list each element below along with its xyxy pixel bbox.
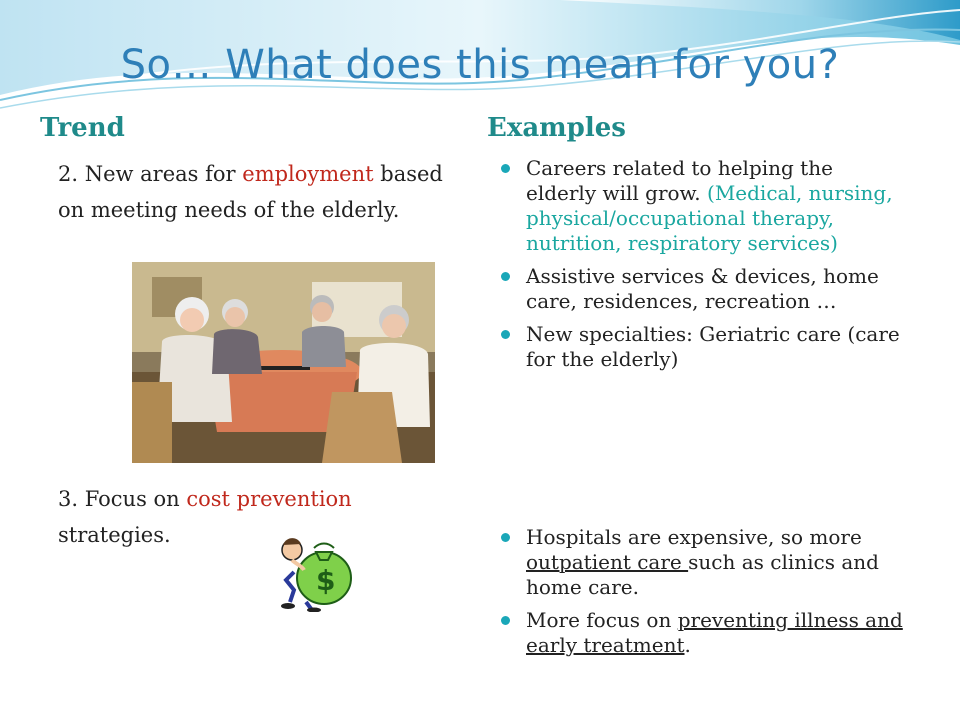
list-item	[498, 322, 908, 372]
trend-item-2-highlight: employment	[242, 162, 374, 186]
slide-title: So… What does this mean for you?	[120, 42, 840, 88]
example-5-pre: More focus on	[526, 608, 678, 632]
example-5-underline: preventing illness and early treatment	[526, 608, 903, 657]
list-item	[498, 525, 908, 600]
trend-item-2-post: based on meeting needs of the elderly.	[58, 162, 443, 222]
example-5-post: .	[684, 633, 691, 657]
bullet-icon	[501, 533, 510, 542]
example-2-text: Assistive services & devices, home care, residences, recreation …	[526, 264, 879, 313]
trend-item-3-highlight: cost prevention	[186, 487, 352, 511]
trend-item-3	[58, 481, 453, 553]
examples-heading: Examples	[487, 113, 626, 143]
example-3-text: New specialties: Geriatric care (care for the elderly)	[526, 322, 900, 371]
trend-item-3-pre: 3. Focus on	[58, 487, 187, 511]
list-item	[498, 264, 908, 314]
list-item	[498, 156, 908, 256]
bullet-icon	[501, 616, 510, 625]
examples-list-2	[498, 525, 908, 666]
trend-item-2-pre: 2. New areas for	[58, 162, 243, 186]
bullet-icon	[501, 272, 510, 281]
example-1-text: Careers related to helping the elderly will grow.	[526, 156, 833, 205]
svg-text:$: $	[316, 564, 336, 597]
bullet-icon	[501, 164, 510, 173]
money-bag-icon	[272, 530, 358, 612]
example-1-teal: (Medical, nursing, physical/occupational therapy, nutrition, respiratory services)	[526, 181, 893, 255]
trend-item-3-post: strategies.	[58, 523, 171, 547]
trend-heading: Trend	[40, 113, 125, 143]
example-4-underline: outpatient care	[526, 550, 689, 574]
examples-list-1	[498, 156, 908, 380]
trend-item-2	[58, 156, 453, 228]
bullet-icon	[501, 330, 510, 339]
example-4-post: such as clinics and home care.	[526, 550, 879, 599]
list-item	[498, 608, 908, 658]
example-4-pre: Hospitals are expensive, so more	[526, 525, 862, 549]
elderly-dominoes-photo	[132, 262, 435, 463]
